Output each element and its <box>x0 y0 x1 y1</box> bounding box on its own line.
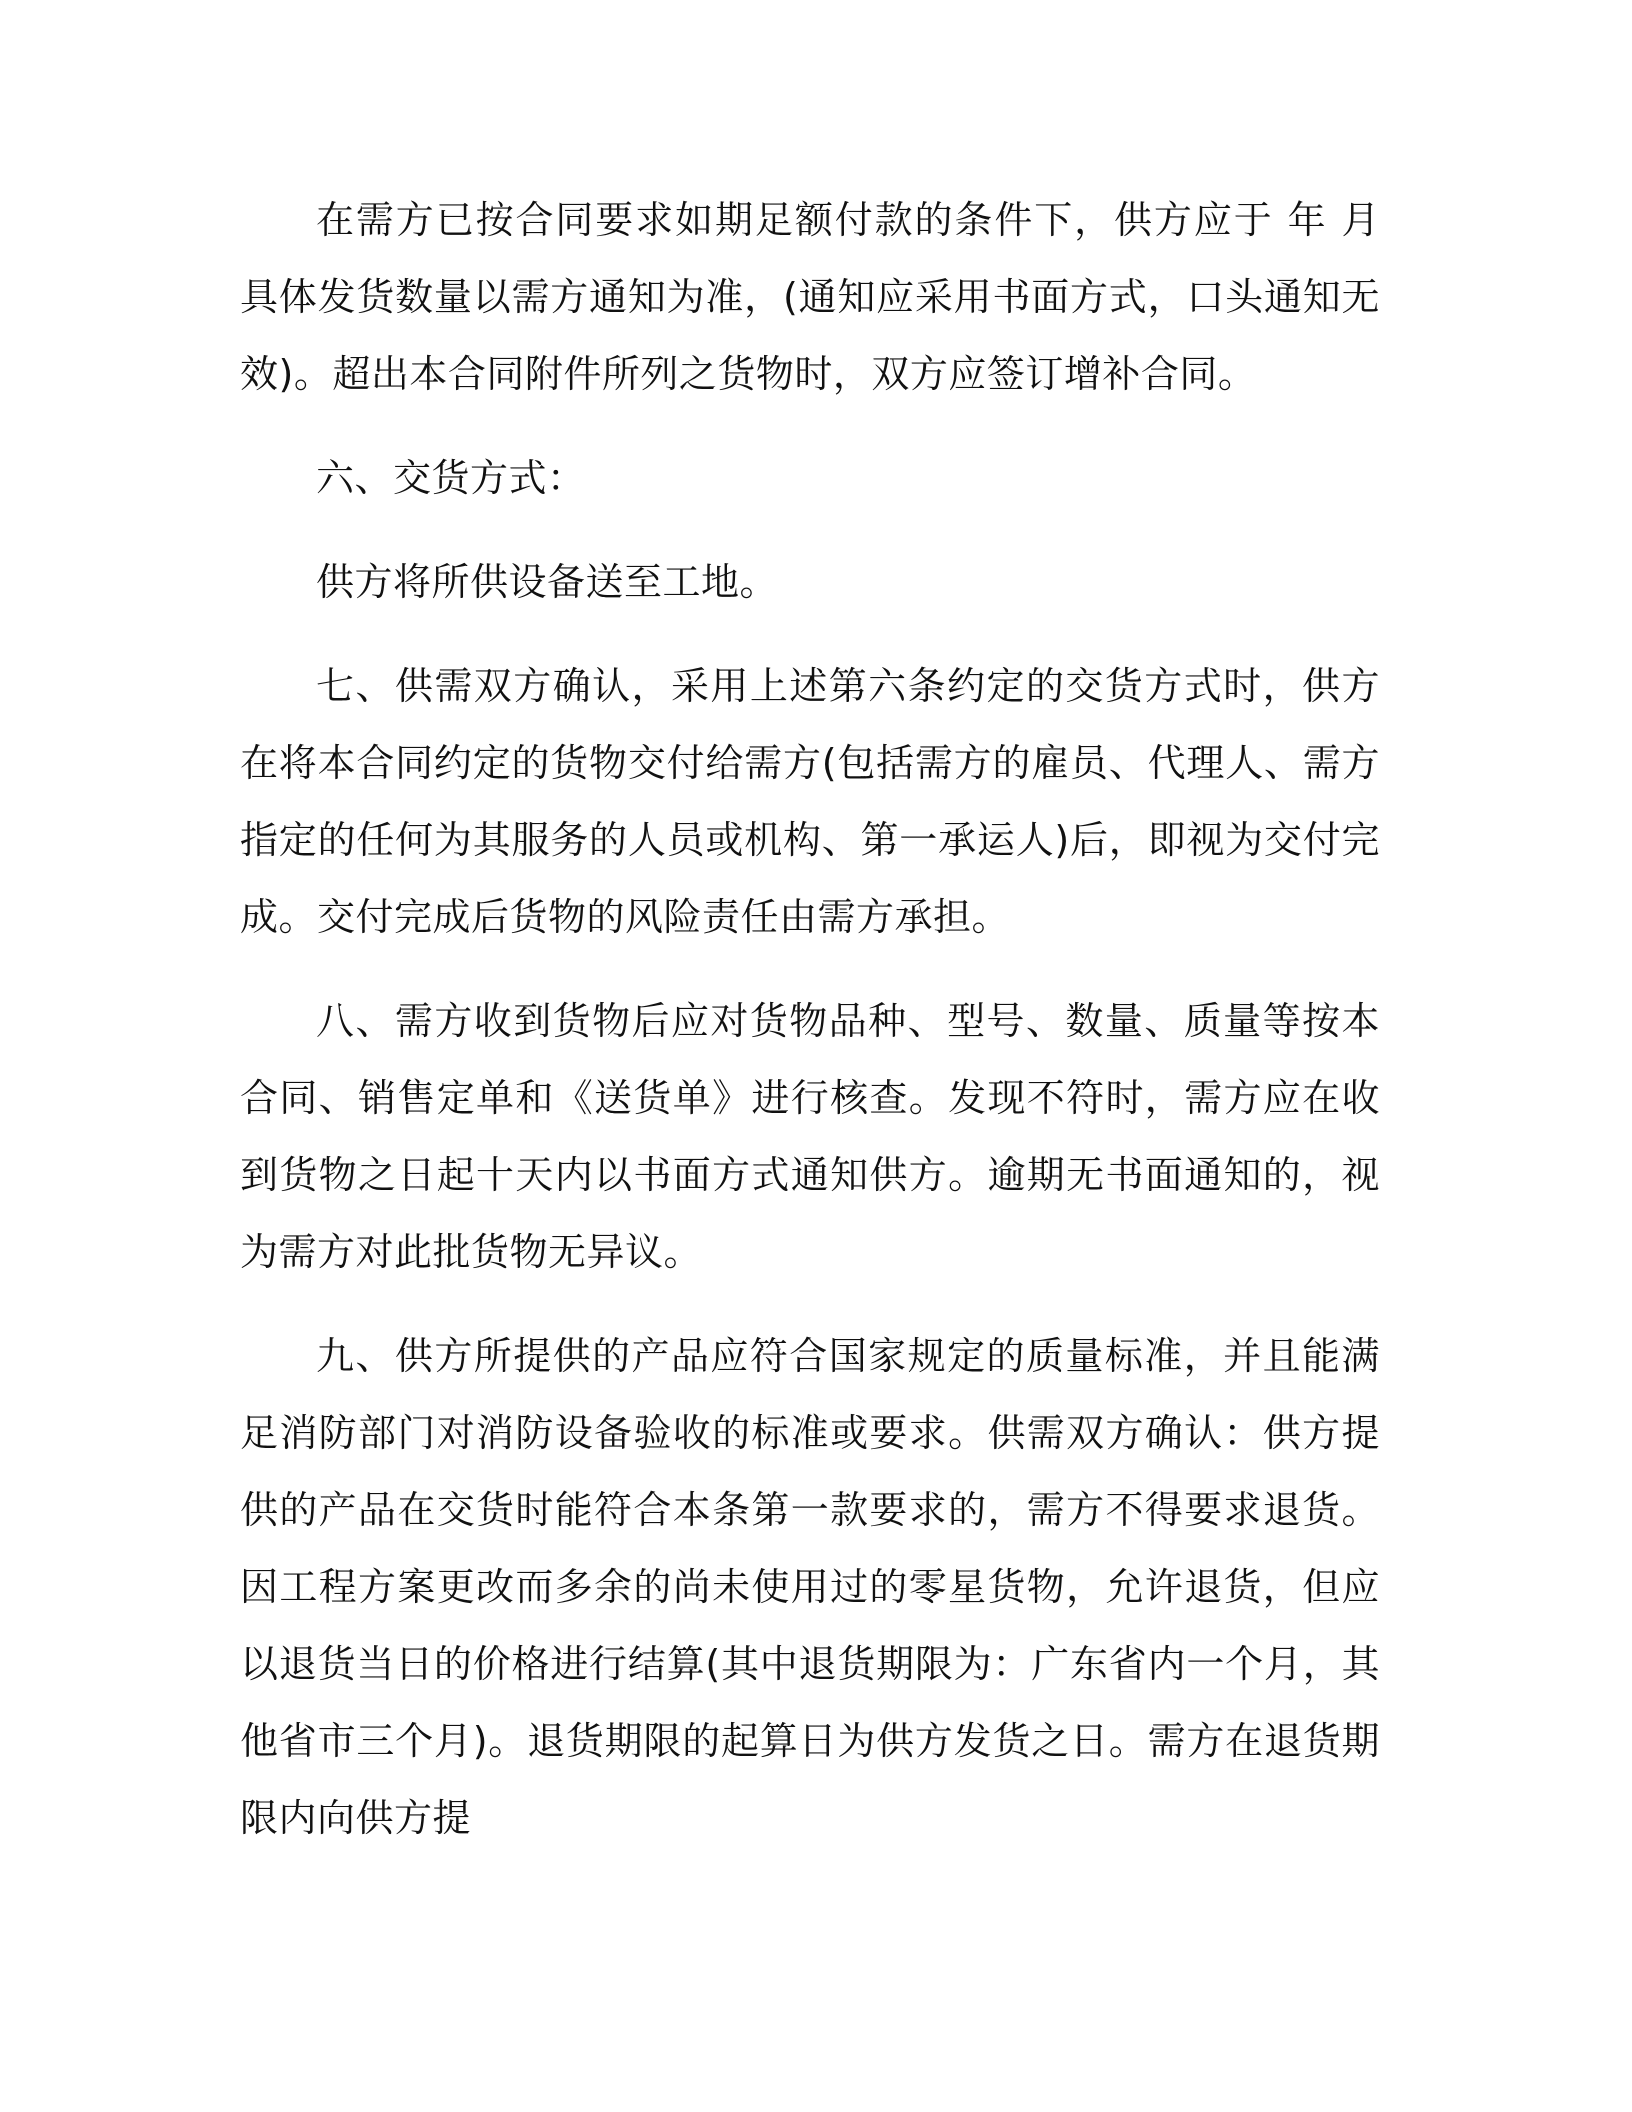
paragraph-section-8: 八、需方收到货物后应对货物品种、型号、数量、质量等按本合同、销售定单和《送货单》进行核查。发现不符时，需方应在收到货物之日起十天内以书面方式通知供方。逾期无书面通知的，视为需方对此批货物无异议。 <box>240 999 1380 1274</box>
section-6-heading: 六、交货方式： <box>316 456 586 500</box>
paragraph-section-7: 七、供需双方确认，采用上述第六条约定的交货方式时，供方在将本合同约定的货物交付给需方(包括需方的雇员、代理人、需方指定的任何为其服务的人员或机构、第一承运人)后，即视为交付完成。交付完成后货物的风险责任由需方承担。 <box>240 664 1380 939</box>
document-body <box>240 182 1380 1884</box>
section-6-body: 供方将所供设备送至工地。 <box>316 560 779 604</box>
paragraph-delivery-time: 在需方已按合同要求如期足额付款的条件下，供方应于 年 月 具体发货数量以需方通知为准，(通知应采用书面方式，口头通知无效)。超出本合同附件所列之货物时，双方应签订增补合同。 <box>240 198 1380 396</box>
paragraph-section-9: 九、供方所提供的产品应符合国家规定的质量标准，并且能满足消防部门对消防设备验收的标准或要求。供需双方确认：供方提供的产品在交货时能符合本条第一款要求的，需方不得要求退货。因工程方案更改而多余的尚未使用过的零星货物，允许退货，但应以退货当日的价格进行结算(其中退货期限为：广东省内一个月，其他省市三个月)。退货期限的起算日为供方发货之日。需方在退货期限内向供方提 <box>240 1334 1380 1840</box>
